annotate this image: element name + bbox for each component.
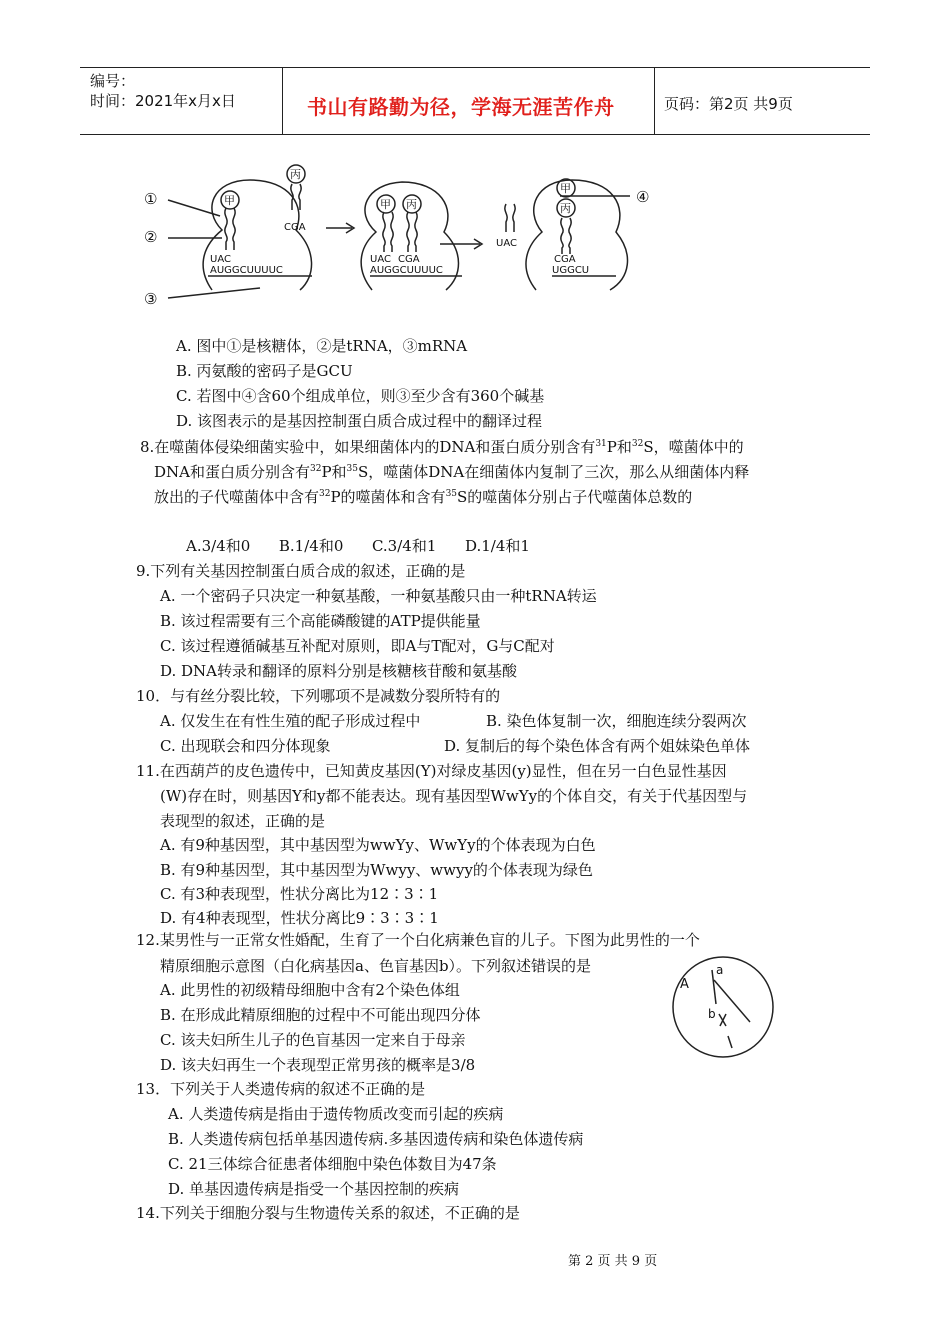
page-info: 页码：第2页 共9页 — [664, 95, 793, 113]
page-footer: 第 2 页 共 9 页 — [568, 1254, 658, 1269]
q11-line-2: (W)存在时，则基因Y和y都不能表达。现有基因型WwYy的个体自交，有关于代基因型与 — [160, 787, 748, 805]
header-top-rule — [80, 67, 870, 68]
cell-label-a: a — [716, 963, 724, 977]
q10-option-c: C. 出现联会和四分体现象 — [160, 737, 331, 755]
header-divider-right — [654, 67, 655, 135]
q12-option-d: D. 该夫妇再生一个表现型正常男孩的概率是3/8 — [160, 1056, 476, 1074]
q13-stem: 13．下列关于人类遗传病的叙述不正确的是 — [136, 1080, 426, 1098]
q13-option-a: A. 人类遗传病是指由于遗传物质改变而引起的疾病 — [168, 1105, 504, 1123]
q12-option-c: C. 该夫妇所生儿子的色盲基因一定来自于母亲 — [160, 1031, 466, 1049]
q11-line-1: 11.在西葫芦的皮色遗传中，已知黄皮基因(Y)对绿皮基因(y)显性，但在另一白色显性基因 — [136, 762, 727, 780]
q11-option-a: A. 有9种基因型，其中基因型为wwYy、WwYy的个体表现为白色 — [160, 836, 596, 854]
q8-line-2: DNA和蛋白质分别含有$^{32}$P和$^{35}$S，噬菌体DNA在细菌体内复制了三次，那么从细菌体内释 — [154, 463, 750, 481]
label-circle-2: ② — [144, 228, 158, 246]
mrna-seq-1: AUGGCUUUUC — [210, 265, 283, 276]
q8-line-1: 8.在噬菌体侵染细菌实验中，如果细菌体内的DNA和蛋白质分别含有$^{31}$P和$^{32}$S，噬菌体中的 — [140, 438, 744, 456]
spermatogonium-cell-diagram — [668, 952, 778, 1062]
q12-line-1: 12.某男性与一正常女性婚配，生育了一个白化病兼色盲的儿子。下图为此男性的一个 — [136, 931, 700, 949]
q14-stem: 14.下列关于细胞分裂与生物遗传关系的叙述，不正确的是 — [136, 1204, 520, 1222]
label-bing-2: 丙 — [406, 198, 417, 211]
q10-option-b: B. 染色体复制一次，细胞连续分裂两次 — [486, 712, 747, 730]
q12-option-b: B. 在形成此精原细胞的过程中不可能出现四分体 — [160, 1006, 481, 1024]
date-label: 时间：2021年x月x日 — [90, 92, 236, 110]
q13-option-b: B. 人类遗传病包括单基因遗传病.多基因遗传病和染色体遗传病 — [168, 1130, 584, 1148]
cell-label-b: b — [708, 1007, 716, 1021]
q7-option-c: C. 若图中④含60个组成单位，则③至少含有360个碱基 — [176, 387, 545, 405]
q8-options: A.3/4和0 B.1/4和0 C.3/4和1 D.1/4和1 — [186, 537, 530, 555]
codon-cga-2: CGA — [398, 254, 420, 265]
label-circle-3: ③ — [144, 290, 158, 308]
header-bottom-rule — [80, 134, 870, 135]
q7-option-d: D. 该图表示的是基因控制蛋白质合成过程中的翻译过程 — [176, 412, 543, 430]
q8-line-3: 放出的子代噬菌体中含有$^{32}$P的噬菌体和含有$^{35}$S的噬菌体分别占子代噬菌体总数的 — [154, 488, 693, 506]
label-bing-1: 丙 — [290, 168, 301, 181]
q9-option-b: B. 该过程需要有三个高能磷酸键的ATP提供能量 — [160, 612, 481, 630]
q12-line-2: 精原细胞示意图（白化病基因a、色盲基因b）。下列叙述错误的是 — [160, 957, 592, 975]
codon-cga-3: CGA — [554, 254, 576, 265]
label-circle-1: ① — [144, 190, 158, 208]
mrna-seq-3: UGGCU — [552, 265, 590, 276]
q10-stem: 10．与有丝分裂比较，下列哪项不是减数分裂所特有的 — [136, 687, 501, 705]
codon-cga-1: CGA — [284, 222, 306, 233]
motto: 书山有路勤为径，学海无涯苦作舟 — [307, 95, 615, 119]
cell-label-A: A — [680, 977, 689, 992]
q10-option-a: A. 仅发生在有性生殖的配子形成过程中 — [160, 712, 421, 730]
q9-stem: 9.下列有关基因控制蛋白质合成的叙述，正确的是 — [136, 562, 466, 580]
header-divider-left — [282, 67, 283, 135]
q13-option-c: C. 21三体综合征患者体细胞中染色体数目为47条 — [168, 1155, 497, 1173]
q12-option-a: A. 此男性的初级精母细胞中含有2个染色体组 — [160, 981, 460, 999]
q9-option-d: D. DNA转录和翻译的原料分别是核糖核苷酸和氨基酸 — [160, 662, 518, 680]
anticodon-uac-1: UAC — [210, 254, 231, 265]
q10-option-d: D. 复制后的每个染色体含有两个姐妹染色单体 — [444, 737, 751, 755]
q11-line-3: 表现型的叙述，正确的是 — [160, 812, 326, 830]
q7-option-b: B. 丙氨酸的密码子是GCU — [176, 362, 353, 380]
translation-diagram — [140, 158, 660, 318]
q9-option-a: A. 一个密码子只决定一种氨基酸，一种氨基酸只由一种tRNA转运 — [160, 587, 597, 605]
anticodon-uac-3: UAC — [496, 238, 517, 249]
label-bing-3: 丙 — [560, 202, 571, 215]
q9-option-c: C. 该过程遵循碱基互补配对原则，即A与T配对，G与C配对 — [160, 637, 555, 655]
q11-option-c: C. 有3种表现型，性状分离比为12∶3∶1 — [160, 885, 439, 903]
q7-option-a: A. 图中①是核糖体，②是tRNA，③mRNA — [176, 337, 468, 355]
mrna-seq-2: AUGGCUUUUC — [370, 265, 443, 276]
label-jia-1: 甲 — [224, 194, 235, 207]
q11-option-d: D. 有4种表现型，性状分离比9∶3∶3∶1 — [160, 909, 439, 927]
label-jia-3: 甲 — [560, 182, 571, 195]
anticodon-uac-2: UAC — [370, 254, 391, 265]
serial-label: 编号： — [90, 72, 136, 90]
label-jia-2: 甲 — [380, 198, 391, 211]
q13-option-d: D. 单基因遗传病是指受一个基因控制的疾病 — [168, 1180, 460, 1198]
q11-option-b: B. 有9种基因型，其中基因型为Wwyy、wwyy的个体表现为绿色 — [160, 861, 593, 879]
label-circle-4: ④ — [636, 188, 650, 206]
